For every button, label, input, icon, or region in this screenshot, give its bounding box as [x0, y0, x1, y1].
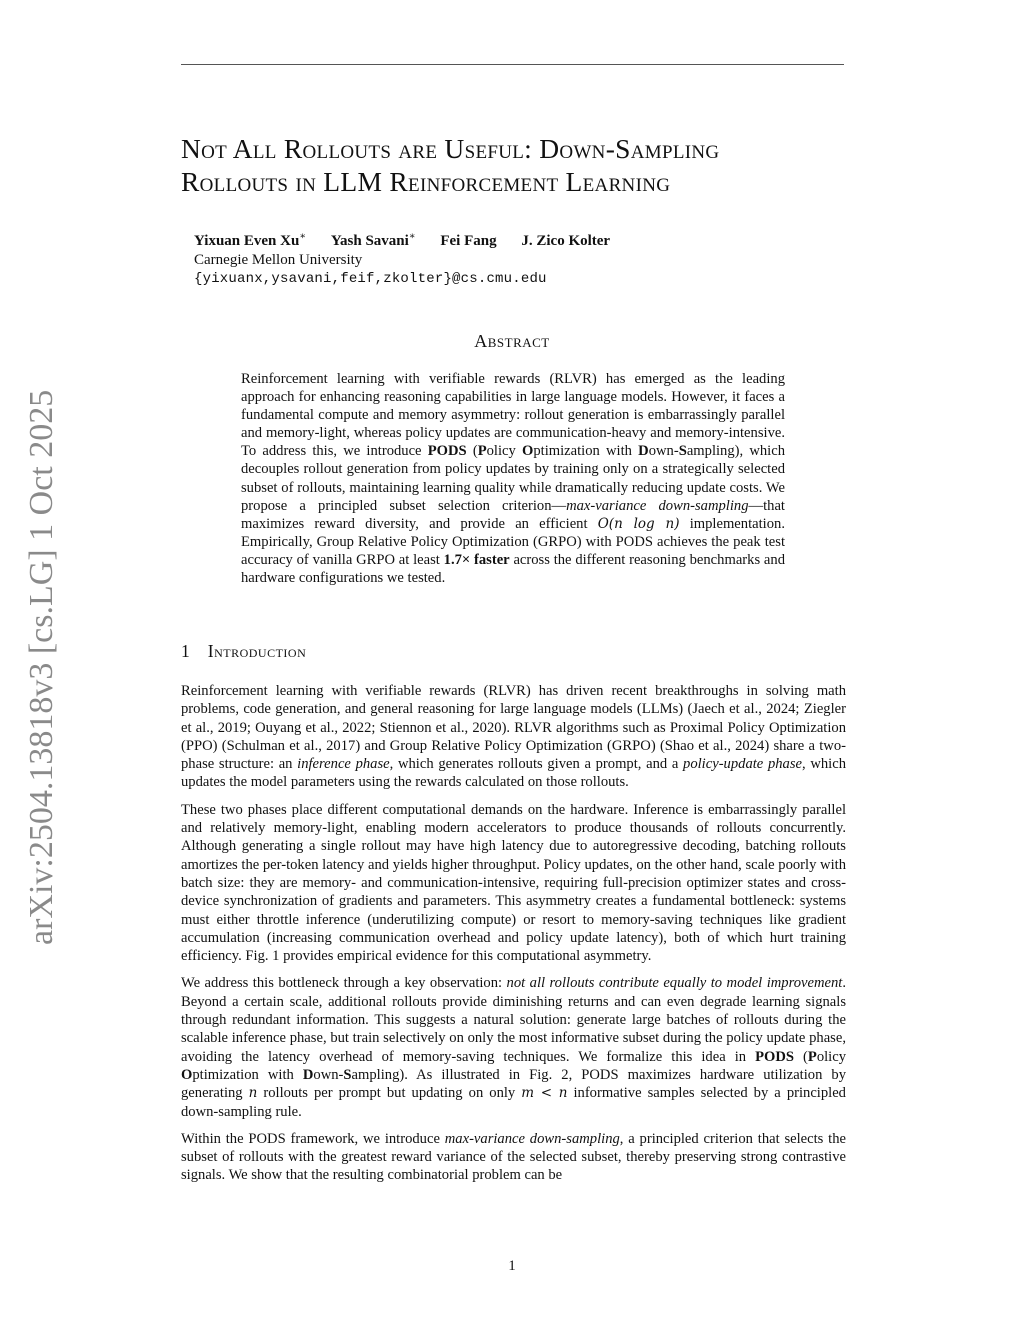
- author: Yixuan Even Xu∗: [194, 231, 307, 249]
- paper-title: [181, 132, 851, 198]
- paragraph: We address this bottleneck through a key observation: not all rollouts contribute equally to model improvement. Beyond a certain scale, additional rollouts provide diminishing returns and can even degrade learning signals through redundant information. This suggests a natural solution: generate large batches of rollouts during the scalable inference phase, but train selectively on only the most informative subset during the policy update phase, avoiding the latency overhead of memory-saving techniques. We formalize this idea in PODS (Policy Optimization with Down-Sampling). As illustrated in Fig. 2, PODS maximizes hardware utilization by generating n rollouts per prompt but updating on only m < n informative samples selected by a principled down-sampling rule.: [181, 975, 847, 1120]
- title-line-1: Not All Rollouts are Useful: Down-Sampling: [181, 133, 720, 164]
- affiliation: Carnegie Mellon University: [194, 252, 363, 268]
- section-heading-introduction: [181, 641, 306, 662]
- top-rule: [181, 64, 844, 65]
- section-title: Introduction: [207, 641, 307, 661]
- page-number: 1: [508, 1258, 516, 1274]
- author: Yash Savani∗: [330, 231, 416, 249]
- author: Fei Fang: [440, 233, 497, 249]
- introduction-body: [181, 682, 846, 1194]
- author-emails[interactable]: {yixuanx,ysavani,feif,zkolter}@cs.cmu.edu: [194, 271, 547, 287]
- author-block: [194, 227, 610, 289]
- section-number: 1: [181, 641, 190, 661]
- paragraph: Reinforcement learning with verifiable rewards (RLVR) has driven recent breakthroughs in solving math problems, code generation, and general reasoning for large language models (LLMs) (Jaech et al., 2024; Ziegler et al., 2019; Ouyang et al., 2022; Stiennon et al., 2020). RLVR algorithms such as Proximal Policy Optimization (PPO) (Schulman et al., 2017) and Group Relative Policy Optimization (GRPO) (Shao et al., 2024) share a two-phase structure: an inference phase, which generates rollouts given a prompt, and a policy-update phase, which updates the model parameters using the rewards calculated on those rollouts.: [181, 683, 846, 791]
- title-line-2: Rollouts in LLM Reinforcement Learning: [181, 166, 671, 197]
- paragraph: These two phases place different computational demands on the hardware. Inference is embarrassingly parallel and relatively memory-light, enabling modern accelerators to produce thousands of rollouts concurrently. Although generating a single rollout may have high latency due to autoregressive decoding, batching rollouts amortizes the per-token latency and yields higher throughput. Policy updates, on the other hand, scale poorly with batch size: they are memory- and communication-intensive, requiring full-precision optimizer states and cross-device synchronization of gradients and parameters. This asymmetry creates a fundamental bottleneck: systems must either throttle inference (underutilizing compute) or resort to memory-saving techniques like gradient accumulation (increasing communication overhead and policy update latency), both of which hurt training efficiency. Fig. 1 provides empirical evidence for this computational asymmetry.: [181, 801, 846, 965]
- abstract-heading: Abstract: [474, 331, 550, 351]
- paragraph: Within the PODS framework, we introduce max-variance down-sampling, a principled criterion that selects the subset of rollouts with the greatest reward variance of the selected subset, thereby preserving strong contrastive signals. We show that the resulting combinatorial problem can be: [181, 1130, 846, 1184]
- author-list: [194, 227, 610, 251]
- abstract-text: Reinforcement learning with verifiable rewards (RLVR) has emerged as the leading approach for enhancing reasoning capabilities in large language models. However, it faces a fundamental compute and memory asymmetry: rollout generation is embarrassingly parallel and memory-light, whereas policy updates are communication-heavy and memory-intensive. To address this, we introduce PODS (Policy Optimization with Down-Sampling), which decouples rollout generation from policy updates by training only on a strategically selected subset of rollouts, maintaining learning quality while dramatically reducing update costs. We propose a principled subset selection criterion—max-variance down-sampling—that maximizes reward diversity, and provide an efficient O(n log n) implementation. Empirically, Group Relative Policy Optimization (GRPO) with PODS achieves the peak test accuracy of vanilla GRPO at least 1.7× faster across the different reasoning benchmarks and hardware configurations we tested.: [241, 371, 785, 587]
- arxiv-identifier[interactable]: arXiv:2504.13818v3 [cs.LG] 1 Oct 2025: [23, 389, 60, 945]
- author: J. Zico Kolter: [521, 233, 611, 249]
